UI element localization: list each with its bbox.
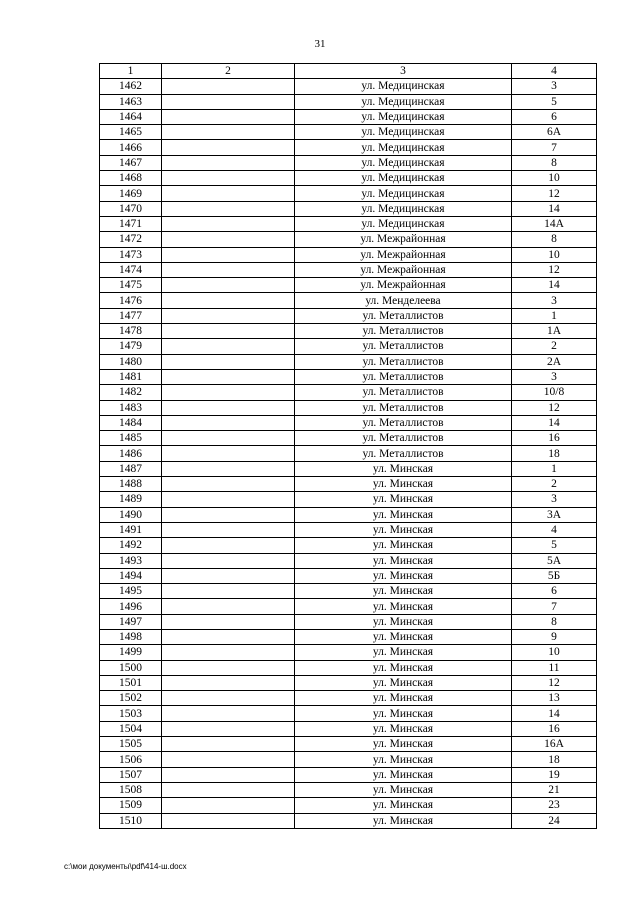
house-number-cell: 12 (512, 186, 597, 201)
street-cell: ул. Минская (295, 599, 512, 614)
street-cell: ул. Медицинская (295, 201, 512, 216)
empty-cell (162, 522, 295, 537)
table-row (100, 584, 597, 599)
table-row (100, 767, 597, 782)
house-number-cell: 14 (512, 201, 597, 216)
house-number-cell: 10 (512, 645, 597, 660)
empty-cell (162, 109, 295, 124)
table-row (100, 461, 597, 476)
table-row (100, 385, 597, 400)
house-number-cell: 5 (512, 538, 597, 553)
house-number-cell: 6 (512, 584, 597, 599)
house-number-cell: 3 (512, 492, 597, 507)
street-cell: ул. Металлистов (295, 369, 512, 384)
street-cell: ул. Минская (295, 752, 512, 767)
table-row (100, 782, 597, 797)
empty-cell (162, 339, 295, 354)
table-row (100, 660, 597, 675)
table-row (100, 247, 597, 262)
street-cell: ул. Металлистов (295, 339, 512, 354)
street-cell: ул. Минская (295, 492, 512, 507)
house-number-cell: 12 (512, 262, 597, 277)
street-cell: ул. Менделеева (295, 293, 512, 308)
table-row (100, 538, 597, 553)
table-row (100, 645, 597, 660)
house-number-cell: 12 (512, 675, 597, 690)
row-number-cell: 1507 (100, 767, 162, 782)
house-number-cell: 10/8 (512, 385, 597, 400)
empty-cell (162, 171, 295, 186)
table-row (100, 186, 597, 201)
row-number-cell: 1478 (100, 324, 162, 339)
row-number-cell: 1499 (100, 645, 162, 660)
street-cell: ул. Минская (295, 798, 512, 813)
row-number-cell: 1488 (100, 477, 162, 492)
table-row (100, 324, 597, 339)
table-row (100, 691, 597, 706)
house-number-cell: 14 (512, 706, 597, 721)
page-number: 31 (314, 38, 326, 50)
empty-cell (162, 278, 295, 293)
empty-cell (162, 629, 295, 644)
empty-cell (162, 798, 295, 813)
house-number-cell: 13 (512, 691, 597, 706)
street-cell: ул. Минская (295, 584, 512, 599)
table-row (100, 308, 597, 323)
row-number-cell: 1475 (100, 278, 162, 293)
empty-cell (162, 369, 295, 384)
street-cell: ул. Металлистов (295, 446, 512, 461)
house-number-cell: 6А (512, 125, 597, 140)
table-row (100, 400, 597, 415)
empty-cell (162, 553, 295, 568)
table-row (100, 155, 597, 170)
empty-cell (162, 477, 295, 492)
house-number-cell: 11 (512, 660, 597, 675)
house-number-cell: 16А (512, 737, 597, 752)
street-cell: ул. Медицинская (295, 109, 512, 124)
empty-cell (162, 186, 295, 201)
street-cell: ул. Металлистов (295, 385, 512, 400)
row-number-cell: 1493 (100, 553, 162, 568)
row-number-cell: 1484 (100, 415, 162, 430)
street-cell: ул. Минская (295, 538, 512, 553)
house-number-cell: 9 (512, 629, 597, 644)
empty-cell (162, 216, 295, 231)
empty-cell (162, 308, 295, 323)
table-body (100, 79, 597, 829)
street-cell: ул. Минская (295, 461, 512, 476)
street-cell: ул. Минская (295, 737, 512, 752)
row-number-cell: 1494 (100, 568, 162, 583)
row-number-cell: 1476 (100, 293, 162, 308)
empty-cell (162, 446, 295, 461)
empty-cell (162, 324, 295, 339)
table-row (100, 798, 597, 813)
empty-cell (162, 737, 295, 752)
house-number-cell: 10 (512, 171, 597, 186)
empty-cell (162, 568, 295, 583)
row-number-cell: 1474 (100, 262, 162, 277)
table-row (100, 568, 597, 583)
street-cell: ул. Минская (295, 767, 512, 782)
table-row (100, 369, 597, 384)
street-cell: ул. Минская (295, 645, 512, 660)
empty-cell (162, 431, 295, 446)
table-row (100, 216, 597, 231)
row-number-cell: 1506 (100, 752, 162, 767)
empty-cell (162, 767, 295, 782)
empty-cell (162, 752, 295, 767)
street-cell: ул. Минская (295, 614, 512, 629)
street-cell: ул. Металлистов (295, 415, 512, 430)
street-cell: ул. Межрайонная (295, 232, 512, 247)
street-cell: ул. Минская (295, 477, 512, 492)
street-cell: ул. Медицинская (295, 186, 512, 201)
street-cell: ул. Минская (295, 813, 512, 828)
street-cell: ул. Медицинская (295, 79, 512, 94)
empty-cell (162, 247, 295, 262)
house-number-cell: 3А (512, 507, 597, 522)
table-row (100, 553, 597, 568)
house-number-cell: 5 (512, 94, 597, 109)
house-number-cell: 1 (512, 461, 597, 476)
row-number-cell: 1509 (100, 798, 162, 813)
row-number-cell: 1502 (100, 691, 162, 706)
empty-cell (162, 155, 295, 170)
house-number-cell: 10 (512, 247, 597, 262)
empty-cell (162, 660, 295, 675)
house-number-cell: 1 (512, 308, 597, 323)
address-table (99, 63, 597, 829)
row-number-cell: 1464 (100, 109, 162, 124)
street-cell: ул. Медицинская (295, 171, 512, 186)
row-number-cell: 1489 (100, 492, 162, 507)
row-number-cell: 1500 (100, 660, 162, 675)
empty-cell (162, 706, 295, 721)
table-row (100, 706, 597, 721)
street-cell: ул. Минская (295, 629, 512, 644)
empty-cell (162, 614, 295, 629)
file-path-footer: c:\мои документы\pdf\414-ш.docx (64, 862, 187, 871)
table-row (100, 278, 597, 293)
row-number-cell: 1510 (100, 813, 162, 828)
table-row (100, 415, 597, 430)
row-number-cell: 1467 (100, 155, 162, 170)
row-number-cell: 1485 (100, 431, 162, 446)
table-row (100, 752, 597, 767)
empty-cell (162, 400, 295, 415)
empty-cell (162, 691, 295, 706)
empty-cell (162, 201, 295, 216)
street-cell: ул. Минская (295, 660, 512, 675)
house-number-cell: 19 (512, 767, 597, 782)
street-cell: ул. Межрайонная (295, 247, 512, 262)
street-cell: ул. Минская (295, 553, 512, 568)
house-number-cell: 16 (512, 431, 597, 446)
empty-cell (162, 813, 295, 828)
row-number-cell: 1481 (100, 369, 162, 384)
house-number-cell: 23 (512, 798, 597, 813)
table-row (100, 94, 597, 109)
row-number-cell: 1508 (100, 782, 162, 797)
row-number-cell: 1471 (100, 216, 162, 231)
row-number-cell: 1491 (100, 522, 162, 537)
empty-cell (162, 125, 295, 140)
row-number-cell: 1490 (100, 507, 162, 522)
empty-cell (162, 232, 295, 247)
house-number-cell: 7 (512, 140, 597, 155)
empty-cell (162, 599, 295, 614)
table-row (100, 675, 597, 690)
street-cell: ул. Минская (295, 522, 512, 537)
street-cell: ул. Металлистов (295, 324, 512, 339)
house-number-cell: 3 (512, 369, 597, 384)
table-row (100, 354, 597, 369)
row-number-cell: 1480 (100, 354, 162, 369)
column-header-3: 3 (295, 64, 512, 79)
street-cell: ул. Металлистов (295, 354, 512, 369)
row-number-cell: 1495 (100, 584, 162, 599)
house-number-cell: 3 (512, 79, 597, 94)
empty-cell (162, 94, 295, 109)
row-number-cell: 1486 (100, 446, 162, 461)
street-cell: ул. Минская (295, 568, 512, 583)
street-cell: ул. Металлистов (295, 431, 512, 446)
empty-cell (162, 675, 295, 690)
house-number-cell: 2 (512, 339, 597, 354)
empty-cell (162, 262, 295, 277)
row-number-cell: 1504 (100, 721, 162, 736)
row-number-cell: 1468 (100, 171, 162, 186)
house-number-cell: 5А (512, 553, 597, 568)
row-number-cell: 1472 (100, 232, 162, 247)
row-number-cell: 1470 (100, 201, 162, 216)
street-cell: ул. Медицинская (295, 216, 512, 231)
street-cell: ул. Минская (295, 691, 512, 706)
table-row (100, 293, 597, 308)
house-number-cell: 1А (512, 324, 597, 339)
column-header-1: 1 (100, 64, 162, 79)
row-number-cell: 1477 (100, 308, 162, 323)
row-number-cell: 1505 (100, 737, 162, 752)
house-number-cell: 12 (512, 400, 597, 415)
house-number-cell: 16 (512, 721, 597, 736)
street-cell: ул. Медицинская (295, 155, 512, 170)
street-cell: ул. Медицинская (295, 140, 512, 155)
house-number-cell: 2А (512, 354, 597, 369)
row-number-cell: 1501 (100, 675, 162, 690)
table-row (100, 125, 597, 140)
row-number-cell: 1487 (100, 461, 162, 476)
house-number-cell: 14 (512, 415, 597, 430)
house-number-cell: 5Б (512, 568, 597, 583)
row-number-cell: 1465 (100, 125, 162, 140)
table-row (100, 232, 597, 247)
empty-cell (162, 140, 295, 155)
house-number-cell: 8 (512, 232, 597, 247)
house-number-cell: 8 (512, 614, 597, 629)
empty-cell (162, 415, 295, 430)
table-row (100, 446, 597, 461)
table-row (100, 721, 597, 736)
street-cell: ул. Межрайонная (295, 278, 512, 293)
column-header-4: 4 (512, 64, 597, 79)
empty-cell (162, 293, 295, 308)
row-number-cell: 1492 (100, 538, 162, 553)
house-number-cell: 4 (512, 522, 597, 537)
column-header-2: 2 (162, 64, 295, 79)
row-number-cell: 1483 (100, 400, 162, 415)
street-cell: ул. Минская (295, 782, 512, 797)
row-number-cell: 1482 (100, 385, 162, 400)
house-number-cell: 3 (512, 293, 597, 308)
street-cell: ул. Минская (295, 675, 512, 690)
empty-cell (162, 645, 295, 660)
house-number-cell: 18 (512, 446, 597, 461)
street-cell: ул. Минская (295, 721, 512, 736)
table-row (100, 522, 597, 537)
table-row (100, 262, 597, 277)
table-row (100, 79, 597, 94)
row-number-cell: 1473 (100, 247, 162, 262)
street-cell: ул. Межрайонная (295, 262, 512, 277)
table-row (100, 629, 597, 644)
house-number-cell: 6 (512, 109, 597, 124)
street-cell: ул. Минская (295, 507, 512, 522)
row-number-cell: 1503 (100, 706, 162, 721)
empty-cell (162, 507, 295, 522)
row-number-cell: 1469 (100, 186, 162, 201)
table-row (100, 599, 597, 614)
street-cell: ул. Медицинская (295, 94, 512, 109)
empty-cell (162, 538, 295, 553)
row-number-cell: 1496 (100, 599, 162, 614)
house-number-cell: 14 (512, 278, 597, 293)
table-row (100, 140, 597, 155)
house-number-cell: 14А (512, 216, 597, 231)
table-row (100, 492, 597, 507)
table-row (100, 109, 597, 124)
row-number-cell: 1497 (100, 614, 162, 629)
house-number-cell: 2 (512, 477, 597, 492)
street-cell: ул. Минская (295, 706, 512, 721)
table-row (100, 813, 597, 828)
row-number-cell: 1498 (100, 629, 162, 644)
table-row (100, 431, 597, 446)
empty-cell (162, 79, 295, 94)
empty-cell (162, 461, 295, 476)
empty-cell (162, 385, 295, 400)
empty-cell (162, 721, 295, 736)
table-row (100, 507, 597, 522)
house-number-cell: 24 (512, 813, 597, 828)
street-cell: ул. Металлистов (295, 308, 512, 323)
row-number-cell: 1479 (100, 339, 162, 354)
table-row (100, 171, 597, 186)
table-header-row (100, 64, 597, 79)
house-number-cell: 7 (512, 599, 597, 614)
row-number-cell: 1463 (100, 94, 162, 109)
table-row (100, 477, 597, 492)
street-cell: ул. Медицинская (295, 125, 512, 140)
table-row (100, 201, 597, 216)
empty-cell (162, 782, 295, 797)
empty-cell (162, 354, 295, 369)
empty-cell (162, 492, 295, 507)
table-row (100, 339, 597, 354)
empty-cell (162, 584, 295, 599)
table-row (100, 737, 597, 752)
row-number-cell: 1462 (100, 79, 162, 94)
street-cell: ул. Металлистов (295, 400, 512, 415)
row-number-cell: 1466 (100, 140, 162, 155)
house-number-cell: 18 (512, 752, 597, 767)
house-number-cell: 21 (512, 782, 597, 797)
table-row (100, 614, 597, 629)
house-number-cell: 8 (512, 155, 597, 170)
